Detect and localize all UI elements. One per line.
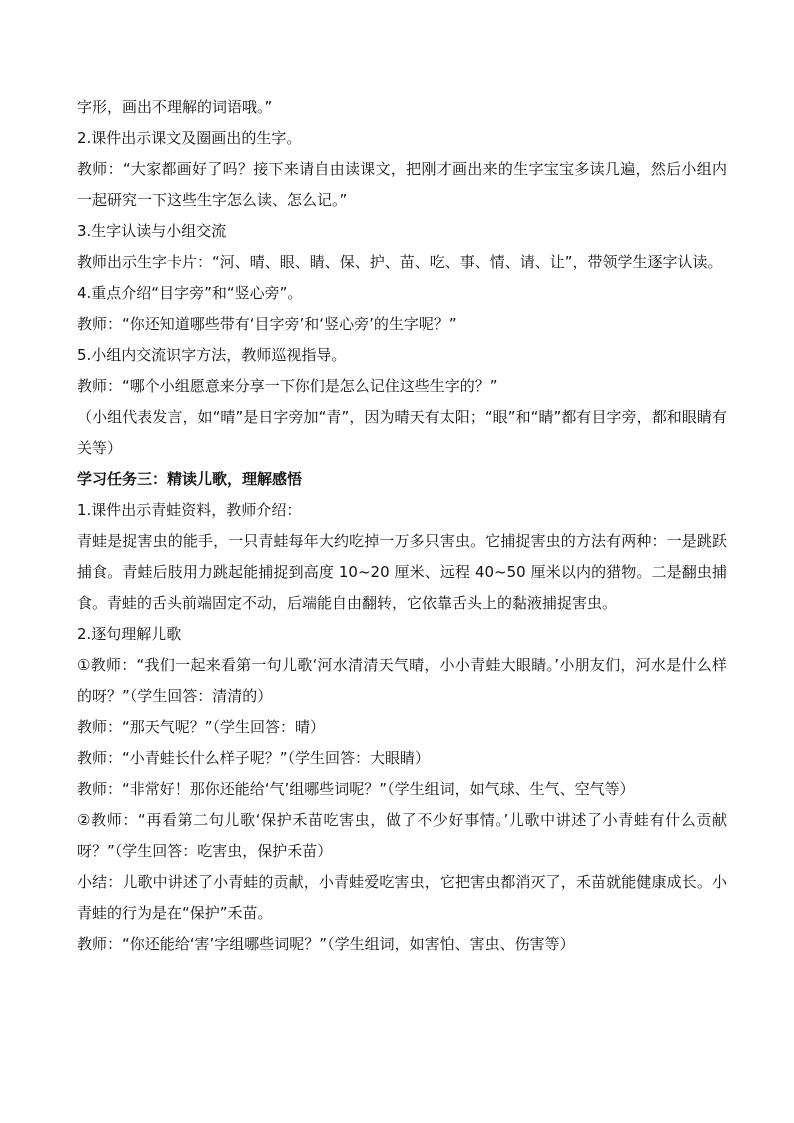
paragraph: ①教师：“我们一起来看第一句儿歌‘河水清清天气晴，小小青蛙大眼睛。’小朋友们，河水是什么样的呀？”（学生回答：清清的） xyxy=(77,656,727,705)
paragraph: 教师出示生字卡片：“河、晴、眼、睛、保、护、苗、吃、事、情、请、让”，带领学生逐字认读。 xyxy=(77,253,723,271)
paragraph: 青蛙是捉害虫的能手，一只青蛙每年大约吃掉一万多只害虫。它捕捉害虫的方法有两种：一是跳跃捕食。青蛙后肢用力跳起能捕捉到高度 10~20 厘米、远程 40~50 厘米以内的猎物。二是翻虫捕食。青蛙的舌头前端固定不动，后端能自由翻转，它依靠舌头上的黏液捕捉害虫。 xyxy=(77,532,727,612)
section-heading: 学习任务三：精读儿歌，理解感悟 xyxy=(77,470,303,488)
document-body xyxy=(77,92,727,960)
step-heading: 2.逐句理解儿歌 xyxy=(77,625,182,643)
paragraph: 字形，画出不理解的词语哦。” xyxy=(77,98,273,116)
paragraph: 教师：“非常好！那你还能给‘气’组哪些词呢？”（学生组词，如气球、生气、空气等） xyxy=(77,780,635,798)
paragraph: ②教师：“再看第二句儿歌‘保护禾苗吃害虫，做了不少好事情。’儿歌中讲述了小青蛙有什么贡献呀？”（学生回答：吃害虫，保护禾苗） xyxy=(77,811,727,860)
step-heading: 2.课件出示课文及圈画出的生字。 xyxy=(77,129,302,147)
paragraph: 教师：“那天气呢？”（学生回答：晴） xyxy=(77,718,326,736)
step-heading: 1.课件出示青蛙资料，教师介绍： xyxy=(77,501,302,519)
paragraph: 小结：儿歌中讲述了小青蛙的贡献，小青蛙爱吃害虫，它把害虫都消灭了，禾苗就能健康成长。小青蛙的行为是在“保护”禾苗。 xyxy=(77,873,727,922)
step-heading: 3.生字认读与小组交流 xyxy=(77,222,227,240)
paragraph: （小组代表发言，如“晴”是日字旁加“青”，因为晴天有太阳；“眼”和“睛”都有目字旁，都和眼睛有关等） xyxy=(77,408,727,457)
paragraph: 教师：“你还能给‘害’字组哪些词呢？”（学生组词，如害怕、害虫、伤害等） xyxy=(77,935,575,953)
step-heading: 4.重点介绍“目字旁”和“竖心旁”。 xyxy=(77,284,303,302)
paragraph: 教师：“小青蛙长什么样子呢？”（学生回答：大眼睛） xyxy=(77,749,431,767)
paragraph: 教师：“大家都画好了吗？接下来请自由读课文，把刚才画出来的生字宝宝多读几遍，然后小组内一起研究一下这些生字怎么读、怎么记。” xyxy=(77,160,727,209)
paragraph: 教师：“你还知道哪些带有‘目字旁’和‘竖心旁’的生字呢？” xyxy=(77,315,457,333)
paragraph: 教师：“哪个小组愿意来分享一下你们是怎么记住这些生字的？” xyxy=(77,377,498,395)
step-heading: 5.小组内交流识字方法，教师巡视指导。 xyxy=(77,346,347,364)
